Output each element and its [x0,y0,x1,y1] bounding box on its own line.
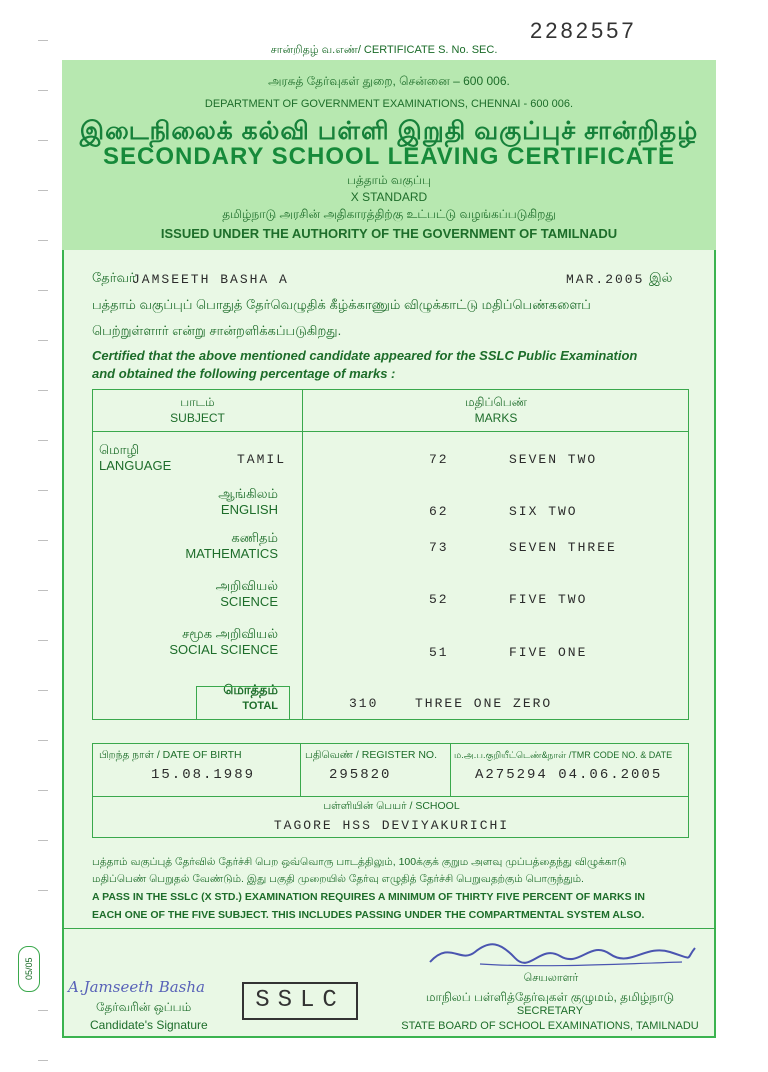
mark-in-words: SEVEN TWO [509,452,598,467]
candidate-signature: A.Jamseeth Basha [68,978,205,996]
subject-row-social-science [169,626,278,658]
secretary-title-english: SECRETARY [516,1005,584,1017]
subject-name-english: ENGLISH [220,502,278,517]
tmr-code-and-date: A275294 04.06.2005 [475,767,663,783]
certify-text-tamil-2: பெற்றுள்ளார் என்று சான்றளிக்கப்படுகிறது. [92,323,342,338]
subject-name-tamil: அறிவியல் [215,578,278,593]
issued-authority-english: ISSUED UNDER THE AUTHORITY OF THE GOVERNMENT OF TAMILNADU [160,226,618,241]
side-form-code: 05/05 [18,946,40,992]
school-name: TAGORE HSS DEVIYAKURICHI [273,818,510,833]
certify-text-english-2: and obtained the following percentage of marks : [92,366,396,381]
candidate-label-tamil: தேர்வர் [92,270,136,285]
serial-number-label: சான்றிதழ் வ.எண்/ CERTIFICATE S. No. SEC. [270,44,498,56]
subject-name-english: MATHEMATICS [185,546,278,561]
marks-header-english: MARKS [474,411,518,425]
certificate-title-english: SECONDARY SCHOOL LEAVING CERTIFICATE [102,143,676,170]
subject-name-tamil: ஆங்கிலம் [218,486,278,501]
department-title-tamil: அரசுத் தேர்வுகள் துறை, சென்னை – 600 006. [268,74,510,88]
certify-text-english-1: Certified that the above mentioned candidate appeared for the SSLC Public Examination [92,348,638,363]
mark-value: 51 [429,645,449,660]
marks-table-header-divider [93,431,688,432]
subject-name-tamil: சமூக அறிவியல் [182,626,278,641]
total-label-english: TOTAL [242,700,278,712]
candidate-signature-label-tamil: தேர்வரின் ஒப்பம் [96,1000,192,1014]
total-label-tamil: மொத்தம் [223,682,278,697]
certificate-serial-number: 2282557 [530,18,637,43]
subject-row-mathematics [185,530,278,562]
subject-header-tamil: பாடம் [180,395,215,409]
register-number: 295820 [329,767,392,783]
secretary-signature [420,934,700,974]
dob-label: பிறந்த நாள் / DATE OF BIRTH [99,749,242,761]
certificate-title-tamil: இடைநிலைக் கல்வி பள்ளி இறுதி வகுப்புச் சான்றிதழ் [79,117,699,145]
subject-row-english [218,486,278,518]
sslc-badge: SSLC [242,982,358,1020]
board-name-english: STATE BOARD OF SCHOOL EXAMINATIONS, TAMILNADU [401,1020,699,1032]
total-label-box [196,686,290,720]
subject-name-tamil: மொழி [99,442,140,457]
mark-value: 73 [429,540,449,555]
exam-suffix-tamil: இல் [649,270,673,285]
marks-table [92,389,689,720]
exam-month: MAR.2005 [566,272,645,287]
subject-name-english: SOCIAL SCIENCE [169,642,278,657]
subject-name-english: SCIENCE [220,594,278,609]
mark-value: 62 [429,504,449,519]
subject-name-tamil: கணிதம் [231,530,278,545]
total-mark-in-words: THREE ONE ZERO [415,696,553,711]
mark-value: 52 [429,592,449,607]
mark-in-words: SIX TWO [509,504,578,519]
mark-in-words: SEVEN THREE [509,540,617,555]
marks-header-tamil: மதிப்பெண் [465,395,527,409]
standard-tamil: பத்தாம் வகுப்பு [347,173,431,187]
standard-english: X STANDARD [350,190,428,204]
subject-header-english: SUBJECT [170,411,225,425]
department-title-english: DEPARTMENT OF GOVERNMENT EXAMINATIONS, CHENNAI - 600 006. [204,98,574,110]
subject-row-language [99,442,171,474]
mark-in-words: FIVE ONE [509,645,588,660]
date-of-birth: 15.08.1989 [151,767,256,783]
total-mark-value: 310 [349,696,379,711]
secretary-title-tamil: செயலாளர் [523,972,579,984]
pass-note-english-1: A PASS IN THE SSLC (X STD.) EXAMINATION REQUIRES A MINIMUM OF THIRTY FIVE PERCENT OF MARKS IN [92,891,646,903]
board-name-tamil: மாநிலப் பள்ளித்தேர்வுகள் குழுமம், தமிழ்நாடு [425,990,675,1004]
footer-separator [62,928,716,929]
marks-header [303,394,689,426]
candidate-name: JAMSEETH BASHA A [132,272,289,287]
pass-note-tamil-2: மதிப்பெண் பெறுதல் வேண்டும். இது பகுதி முறையில் தேர்வு எழுதித் தேர்ச்சி பெறுவதற்கும் பொருந்தும். [92,873,584,885]
tmr-code-label: ம.அ.ப.குறியீட்டெண்&நாள் /TMR CODE NO. & DATE [454,750,673,760]
info-table [92,743,689,838]
mark-value: 72 [429,452,449,467]
subject-header [93,394,302,426]
subject-row-science [216,578,278,610]
certify-text-tamil-1: பத்தாம் வகுப்புப் பொதுத் தேர்வெழுதிக் கீழ்க்காணும் விழுக்காட்டு மதிப்பெண்களைப் [92,297,591,312]
mark-in-words: FIVE TWO [509,592,588,607]
pass-note-tamil-1: பத்தாம் வகுப்புத் தேர்வில் தேர்ச்சி பெற ஒவ்வொரு பாடத்திலும், 100க்குக் குறும அளவு முப்பத்தைந்து விழுக்காடு [92,856,627,868]
subject-name-english: LANGUAGE [99,458,172,473]
language-name: TAMIL [237,452,287,467]
marks-table-column-divider [302,390,303,719]
candidate-signature-label-english: Candidate's Signature [90,1018,208,1032]
school-label: பள்ளியின் பெயர் / SCHOOL [323,800,460,812]
register-number-label: பதிவெண் / REGISTER NO. [305,749,438,761]
pass-note-english-2: EACH ONE OF THE FIVE SUBJECT. THIS INCLUDES PASSING UNDER THE COMPARTMENTAL SYSTEM ALSO. [92,909,645,921]
issued-authority-tamil: தமிழ்நாடு அரசின் அதிகாரத்திற்கு உட்பட்டு வழங்கப்படுகிறது [222,207,556,221]
